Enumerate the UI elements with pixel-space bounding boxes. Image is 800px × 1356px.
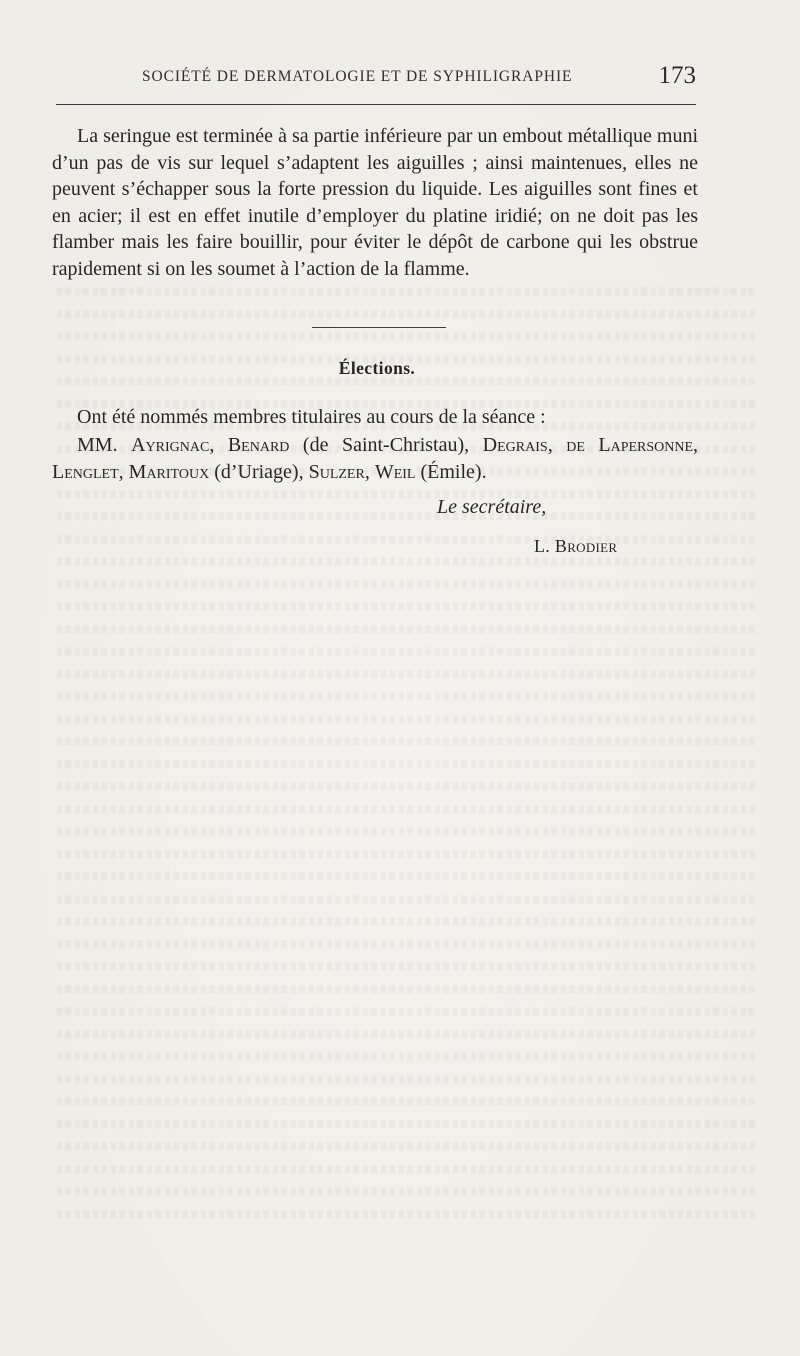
member-name: Degrais bbox=[482, 433, 548, 456]
bleed-line bbox=[55, 512, 755, 520]
bleed-line bbox=[55, 647, 755, 655]
bleed-line bbox=[55, 332, 755, 340]
member-name: Sulzer bbox=[308, 461, 365, 483]
member-name: de Lapersonne bbox=[566, 433, 694, 456]
member-suffix: , bbox=[209, 433, 215, 456]
bleed-line bbox=[55, 1052, 755, 1060]
body-paragraph-block bbox=[52, 123, 698, 283]
signature-name: L. Brodier bbox=[534, 536, 618, 556]
member-name: Benard bbox=[227, 433, 290, 456]
bleed-line bbox=[55, 895, 755, 903]
header-rule bbox=[56, 104, 696, 105]
member-suffix: , bbox=[364, 461, 370, 483]
bleed-line bbox=[55, 692, 755, 700]
member-name: Lenglet bbox=[52, 461, 119, 483]
bleed-line bbox=[55, 1075, 755, 1083]
bleed-line bbox=[55, 602, 755, 610]
bleed-line bbox=[55, 1120, 755, 1128]
bleed-line bbox=[55, 737, 755, 745]
member-suffix: (Émile). bbox=[415, 461, 487, 483]
bleed-line bbox=[55, 715, 755, 723]
bleed-line bbox=[55, 535, 755, 543]
bleed-line bbox=[55, 670, 755, 678]
bleed-line bbox=[55, 1187, 755, 1195]
bleed-line bbox=[55, 782, 755, 790]
member-name: Weil bbox=[374, 461, 416, 483]
member-suffix: (de Saint-Christau), bbox=[289, 433, 470, 456]
bleed-line bbox=[55, 557, 755, 565]
section-heading bbox=[0, 358, 800, 379]
bleed-line bbox=[55, 760, 755, 768]
bleed-line bbox=[55, 287, 755, 295]
member-suffix: , bbox=[693, 433, 699, 456]
bleed-line bbox=[55, 490, 755, 498]
section-heading-text: Élections. bbox=[338, 358, 416, 378]
signature-title: Le secrétaire, bbox=[437, 496, 547, 518]
elections-list bbox=[52, 404, 698, 487]
elections-intro: Ont été nommés membres titulaires au cours de la séance : bbox=[77, 406, 546, 428]
member-name: Ayrignac bbox=[131, 433, 210, 456]
bleed-line bbox=[55, 805, 755, 813]
page-number: 173 bbox=[658, 62, 696, 89]
bleed-line bbox=[55, 1210, 755, 1218]
bleed-line bbox=[55, 872, 755, 880]
body-paragraph: La seringue est terminée à sa partie inférieure par un embout métallique muni d’un pas de vis sur lequel s’adaptent les aiguilles ; ainsi maintenues, elles ne peuvent s’échapper sous la forte pression du liquide. Les aiguilles sont fines et en acier; il est en effet inutile d’employer du platine iridié; on ne doit pas les flamber mais les faire bouillir, pour éviter le dépôt de carbone qui les obstrue rapidement si on les soumet à l’action de la flamme. bbox=[52, 125, 698, 280]
bleed-line bbox=[55, 917, 755, 925]
bleed-line bbox=[55, 1165, 755, 1173]
page-header bbox=[56, 58, 696, 98]
bleed-line bbox=[55, 850, 755, 858]
bleed-line bbox=[55, 1007, 755, 1015]
member-suffix: (d’Uriage), bbox=[209, 461, 304, 483]
member-suffix: , bbox=[118, 461, 124, 483]
members-prefix: MM. bbox=[77, 433, 118, 456]
section-divider bbox=[312, 327, 446, 328]
bleed-line bbox=[55, 1097, 755, 1105]
member-name: Maritoux bbox=[128, 461, 210, 483]
elections-members-line-2 bbox=[52, 459, 698, 487]
elections-members-line-1 bbox=[52, 432, 698, 460]
bleed-line bbox=[55, 827, 755, 835]
bleed-line bbox=[55, 310, 755, 318]
bleed-line bbox=[55, 625, 755, 633]
bleed-line bbox=[55, 940, 755, 948]
bleed-line bbox=[55, 985, 755, 993]
bleed-line bbox=[55, 580, 755, 588]
bleed-line bbox=[55, 962, 755, 970]
bleed-line bbox=[55, 1030, 755, 1038]
running-title: SOCIÉTÉ DE DERMATOLOGIE ET DE SYPHILIGRAPHIE bbox=[142, 68, 573, 85]
bleed-line bbox=[55, 1142, 755, 1150]
member-suffix: , bbox=[547, 433, 553, 456]
